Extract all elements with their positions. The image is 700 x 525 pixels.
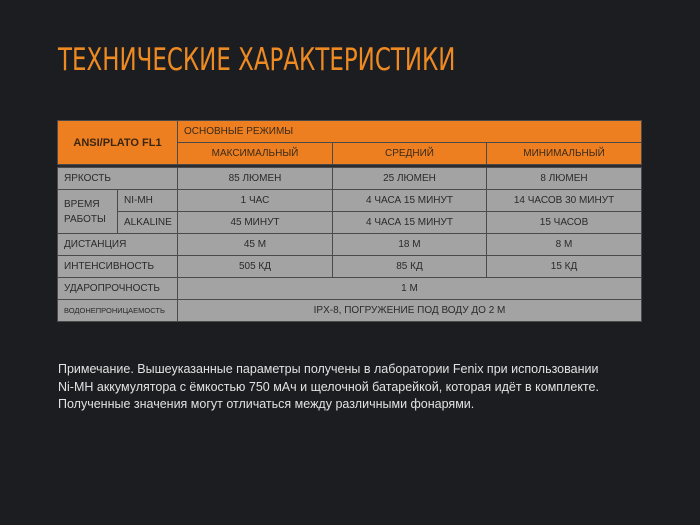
table-row-intensity bbox=[58, 256, 642, 278]
footnote-line: Ni-MH аккумулятора с ёмкостью 750 мАч и щелочной батарейкой, которая идёт в комплекте. bbox=[58, 379, 599, 394]
table-row-impact bbox=[58, 278, 642, 300]
table-row-brightness bbox=[58, 168, 642, 190]
table-header-row bbox=[58, 121, 642, 143]
table-row-runtime-alkaline bbox=[58, 212, 642, 234]
cell-max: 45 МИНУТ bbox=[178, 212, 333, 234]
cell-mid: 25 ЛЮМЕН bbox=[333, 168, 487, 190]
header-standard: ANSI/PLATO FL1 bbox=[58, 121, 178, 165]
cell-min: 14 ЧАСОВ 30 МИНУТ bbox=[487, 190, 642, 212]
cell-max: 505 КД bbox=[178, 256, 333, 278]
cell-mid: 18 М bbox=[333, 234, 487, 256]
row-sublabel-alkaline: ALKALINE bbox=[118, 212, 178, 234]
table-row-runtime-nimh bbox=[58, 190, 642, 212]
header-mode-mid: СРЕДНИЙ bbox=[333, 143, 487, 165]
cell-mid: 4 ЧАСА 15 МИНУТ bbox=[333, 190, 487, 212]
cell-mid: 85 КД bbox=[333, 256, 487, 278]
row-label: ДИСТАНЦИЯ bbox=[58, 234, 178, 256]
row-label: ИНТЕНСИВНОСТЬ bbox=[58, 256, 178, 278]
cell-min: 8 ЛЮМЕН bbox=[487, 168, 642, 190]
cell-min: 15 КД bbox=[487, 256, 642, 278]
row-label-runtime bbox=[58, 190, 118, 234]
row-label: ВОДОНЕПРОНИЦАЕМОСТЬ bbox=[58, 300, 178, 322]
cell-all-modes: 1 М bbox=[178, 278, 642, 300]
runtime-label-line2: РАБОТЫ bbox=[64, 213, 106, 225]
cell-all-modes: IPX-8, ПОГРУЖЕНИЕ ПОД ВОДУ ДО 2 М bbox=[178, 300, 642, 322]
page-title: ТЕХНИЧЕСКИЕ ХАРАКТЕРИСТИКИ bbox=[58, 42, 456, 78]
row-sublabel-nimh: NI-MH bbox=[118, 190, 178, 212]
cell-max: 1 ЧАС bbox=[178, 190, 333, 212]
table-row-distance bbox=[58, 234, 642, 256]
header-mode-max: МАКСИМАЛЬНЫЙ bbox=[178, 143, 333, 165]
footnote-line: Примечание. Вышеуказанные параметры получены в лаборатории Fenix при использовании bbox=[58, 362, 599, 376]
cell-min: 15 ЧАСОВ bbox=[487, 212, 642, 234]
row-label: ЯРКОСТЬ bbox=[58, 168, 178, 190]
footnote-line: Полученные значения могут отличаться между различными фонарями. bbox=[58, 397, 475, 411]
specifications-table bbox=[57, 120, 642, 322]
cell-max: 45 М bbox=[178, 234, 333, 256]
cell-max: 85 ЛЮМЕН bbox=[178, 168, 333, 190]
table-row-waterproof bbox=[58, 300, 642, 322]
cell-mid: 4 ЧАСА 15 МИНУТ bbox=[333, 212, 487, 234]
header-main-modes: ОСНОВНЫЕ РЕЖИМЫ bbox=[178, 121, 642, 143]
cell-min: 8 М bbox=[487, 234, 642, 256]
footnote bbox=[58, 361, 658, 414]
row-label: УДАРОПРОЧНОСТЬ bbox=[58, 278, 178, 300]
header-mode-min: МИНИМАЛЬНЫЙ bbox=[487, 143, 642, 165]
runtime-label-line1: ВРЕМЯ bbox=[64, 198, 100, 210]
